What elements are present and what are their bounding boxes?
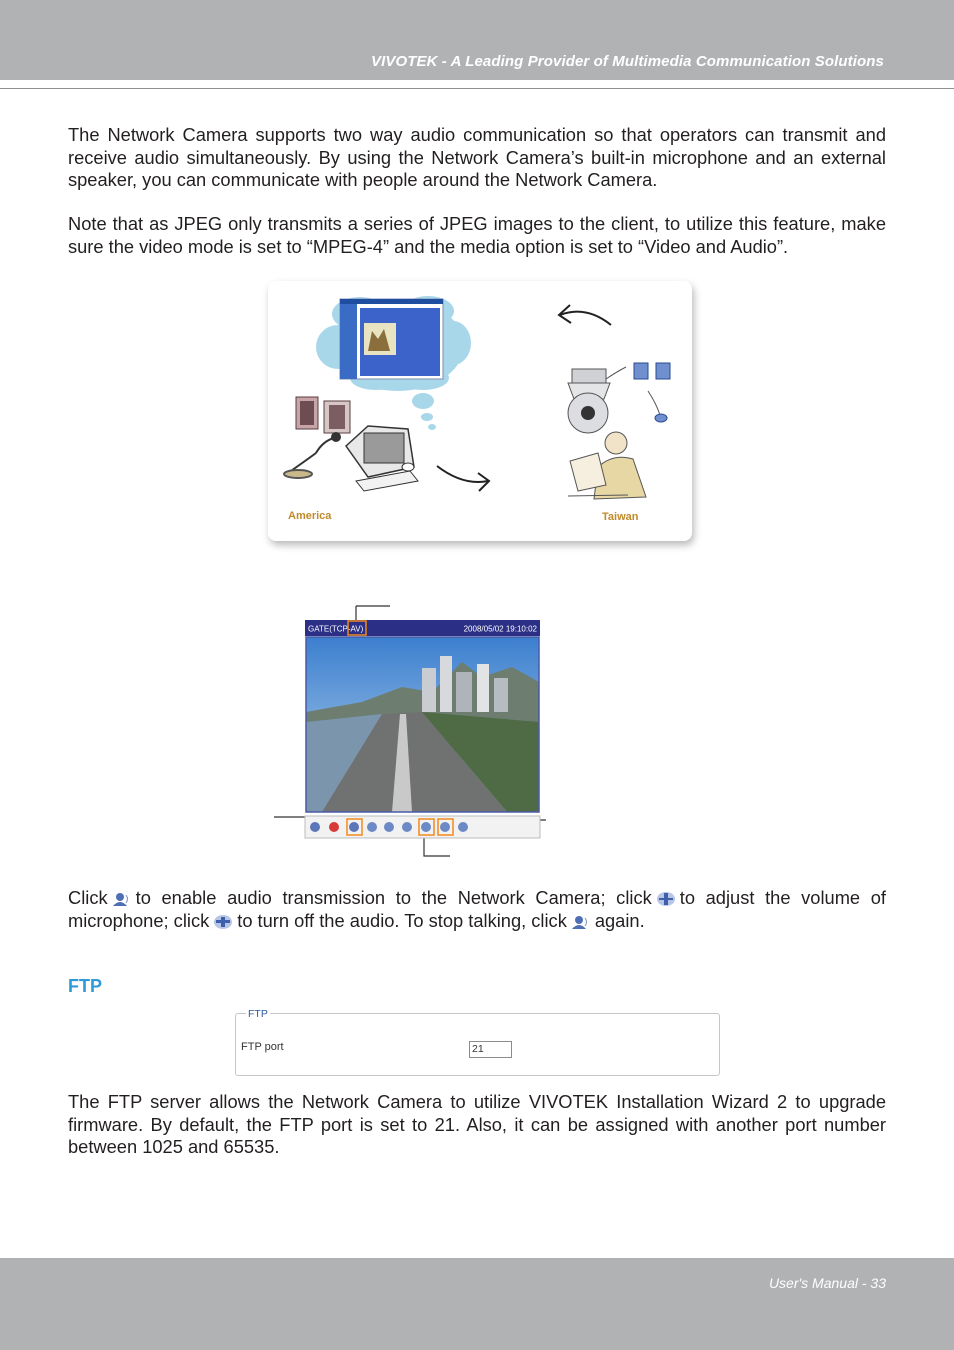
footer-band <box>0 1258 954 1350</box>
computer <box>346 426 418 491</box>
header-title: VIVOTEK - A Leading Provider of Multimedia Communication Solutions <box>370 53 884 70</box>
volume-icon <box>656 891 676 907</box>
taiwan-speakers <box>634 363 670 422</box>
speed-dome-camera <box>568 367 626 433</box>
page-number: User's Manual - 33 <box>768 1275 886 1291</box>
volume-button <box>440 822 450 832</box>
talk-icon <box>112 891 132 907</box>
caption-stream: GATE(TCP-AV) <box>308 624 364 634</box>
arrow-to-america <box>560 312 611 325</box>
paragraph-ftp: The FTP server allows the Network Camera to utilize VIVOTEK Installation Wizard 2 to upgrade firmware. By default, the FTP port is set to 21. Also, it can be assigned with another port number between 1025 and 65535. <box>68 1091 886 1157</box>
paragraph-audio-controls <box>68 887 886 932</box>
live-view-drawing <box>272 602 548 860</box>
section-heading-ftp: FTP <box>68 976 102 996</box>
text-talk-desc: to enable audio transmission to the Network Camera; click <box>135 887 652 908</box>
ftp-settings-panel <box>235 1008 720 1076</box>
person-reading <box>568 432 646 499</box>
text-again: again. <box>594 909 645 931</box>
text-volume-desc: to adjust the volume of microphone; click <box>68 887 886 931</box>
caption-timestamp: 2008/05/02 19:10:02 <box>463 624 537 634</box>
label-america: America <box>288 510 332 522</box>
text-mute-desc: to turn off the audio. To stop talking, click <box>237 909 567 931</box>
ftp-panel-legend: FTP <box>248 1008 268 1020</box>
two-way-audio-illustration <box>268 281 692 541</box>
label-taiwan: Taiwan <box>602 511 639 523</box>
mute-button <box>421 822 431 832</box>
microphone <box>284 433 340 478</box>
live-view-figure <box>272 602 548 860</box>
ftp-port-label: FTP port <box>241 1041 284 1053</box>
header-rule <box>0 88 954 89</box>
browser-window <box>340 299 443 379</box>
text-click: Click <box>68 887 108 908</box>
paragraph-intro: The Network Camera supports two way audio communication so that operators can transmit and receive audio simultaneously. By using the Network Camera’s built-in microphone and an external speaker, you can communicate with people around the Network Camera. <box>68 124 886 190</box>
talk-icon <box>571 914 591 930</box>
mute-icon <box>213 914 233 930</box>
illustration-drawing <box>268 281 692 541</box>
paragraph-note: Note that as JPEG only transmits a series of JPEG images to the client, to utilize this feature, make sure the video mode is set to “MPEG-4” and the media option is set to “Video and Audio”. <box>68 213 886 257</box>
ftp-port-input[interactable]: 21 <box>469 1041 512 1058</box>
speakers <box>296 397 350 433</box>
talk-button <box>349 822 359 832</box>
